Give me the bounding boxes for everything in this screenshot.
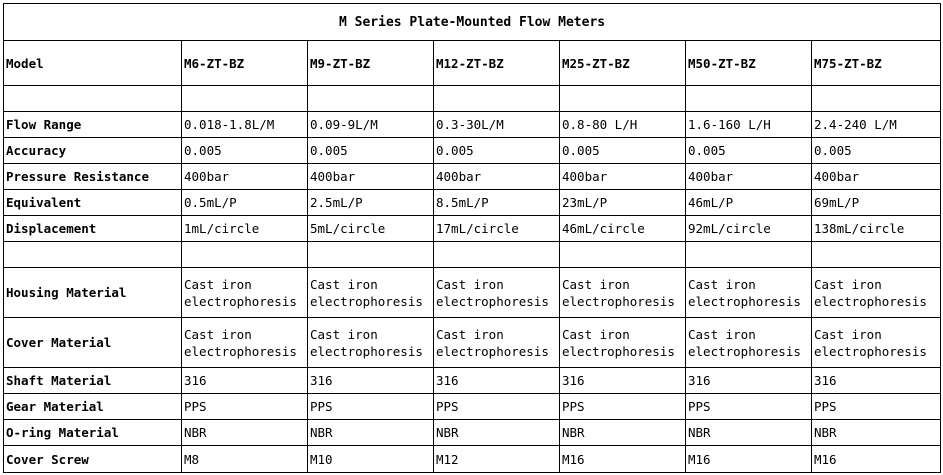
table-cell: Cast iron electrophoresis: [308, 318, 434, 368]
row-label: Shaft Material: [4, 368, 182, 394]
model-header-row: [4, 41, 941, 86]
spacer-row: [4, 86, 941, 112]
table-cell: PPS: [812, 394, 941, 420]
empty-cell: [182, 86, 308, 112]
table-cell: 8.5mL/P: [434, 190, 560, 216]
table-cell: NBR: [812, 420, 941, 446]
table-cell: Cast iron electrophoresis: [434, 318, 560, 368]
table-cell: 46mL/circle: [560, 216, 686, 242]
table-cell: PPS: [434, 394, 560, 420]
table-cell: NBR: [686, 420, 812, 446]
table-cell: M8: [182, 446, 308, 473]
spacer-row: [4, 242, 941, 268]
table-cell: 0.018-1.8L/M: [182, 112, 308, 138]
table-cell: M16: [686, 446, 812, 473]
table-cell: 316: [812, 368, 941, 394]
empty-cell: [434, 86, 560, 112]
table-cell: 0.005: [686, 138, 812, 164]
model-name: M9-ZT-BZ: [308, 41, 434, 86]
table-row: [4, 368, 941, 394]
table-cell: Cast iron electrophoresis: [812, 318, 941, 368]
table-cell: 400bar: [182, 164, 308, 190]
table-cell: Cast iron electrophoresis: [182, 268, 308, 318]
table-cell: 316: [560, 368, 686, 394]
table-row: [4, 216, 941, 242]
table-cell: 2.5mL/P: [308, 190, 434, 216]
table-cell: Cast iron electrophoresis: [560, 268, 686, 318]
model-name: M75-ZT-BZ: [812, 41, 941, 86]
empty-cell: [812, 86, 941, 112]
empty-cell: [686, 86, 812, 112]
row-label: Pressure Resistance: [4, 164, 182, 190]
table-cell: 400bar: [686, 164, 812, 190]
table-cell: 316: [686, 368, 812, 394]
table-cell: Cast iron electrophoresis: [560, 318, 686, 368]
table-cell: 0.005: [182, 138, 308, 164]
table-cell: NBR: [560, 420, 686, 446]
table-cell: Cast iron electrophoresis: [308, 268, 434, 318]
table-cell: M16: [560, 446, 686, 473]
table-cell: 69mL/P: [812, 190, 941, 216]
table-cell: 0.005: [812, 138, 941, 164]
table-row: [4, 394, 941, 420]
table-cell: 0.09-9L/M: [308, 112, 434, 138]
empty-cell: [560, 242, 686, 268]
table-cell: M16: [812, 446, 941, 473]
table-cell: NBR: [182, 420, 308, 446]
empty-cell: [812, 242, 941, 268]
table-cell: PPS: [560, 394, 686, 420]
model-name: M6-ZT-BZ: [182, 41, 308, 86]
empty-cell: [560, 86, 686, 112]
table-cell: 1.6-160 L/H: [686, 112, 812, 138]
table-row: [4, 318, 941, 368]
empty-cell: [686, 242, 812, 268]
table-cell: 316: [182, 368, 308, 394]
row-label: Housing Material: [4, 268, 182, 318]
table-cell: M10: [308, 446, 434, 473]
table-cell: 316: [308, 368, 434, 394]
table-cell: 0.5mL/P: [182, 190, 308, 216]
title-row: [4, 4, 941, 41]
table-cell: Cast iron electrophoresis: [686, 268, 812, 318]
table-cell: Cast iron electrophoresis: [812, 268, 941, 318]
table-cell: 316: [434, 368, 560, 394]
table-cell: 5mL/circle: [308, 216, 434, 242]
row-label: Gear Material: [4, 394, 182, 420]
table-cell: Cast iron electrophoresis: [434, 268, 560, 318]
row-label: Cover Material: [4, 318, 182, 368]
table-cell: 400bar: [812, 164, 941, 190]
row-label: O-ring Material: [4, 420, 182, 446]
empty-cell: [308, 86, 434, 112]
table-row: [4, 112, 941, 138]
table-cell: 400bar: [434, 164, 560, 190]
table-cell: 0.8-80 L/H: [560, 112, 686, 138]
model-name: M25-ZT-BZ: [560, 41, 686, 86]
table-cell: 17mL/circle: [434, 216, 560, 242]
table-cell: PPS: [182, 394, 308, 420]
table-row: [4, 138, 941, 164]
table-cell: M12: [434, 446, 560, 473]
table-cell: 23mL/P: [560, 190, 686, 216]
table-cell: 138mL/circle: [812, 216, 941, 242]
table-cell: 0.005: [434, 138, 560, 164]
table-cell: 46mL/P: [686, 190, 812, 216]
model-name: M50-ZT-BZ: [686, 41, 812, 86]
table-cell: Cast iron electrophoresis: [182, 318, 308, 368]
table-cell: 1mL/circle: [182, 216, 308, 242]
table-row: [4, 446, 941, 473]
empty-cell: [4, 242, 182, 268]
model-name: M12-ZT-BZ: [434, 41, 560, 86]
table-cell: NBR: [434, 420, 560, 446]
table-cell: PPS: [308, 394, 434, 420]
row-label: Cover Screw: [4, 446, 182, 473]
empty-cell: [4, 86, 182, 112]
row-label: Equivalent: [4, 190, 182, 216]
empty-cell: [308, 242, 434, 268]
row-label: Flow Range: [4, 112, 182, 138]
table-cell: 400bar: [308, 164, 434, 190]
empty-cell: [182, 242, 308, 268]
table-cell: Cast iron electrophoresis: [686, 318, 812, 368]
table-cell: 2.4-240 L/M: [812, 112, 941, 138]
row-label: Accuracy: [4, 138, 182, 164]
table-cell: 0.005: [308, 138, 434, 164]
table-row: [4, 268, 941, 318]
table-row: [4, 164, 941, 190]
table-cell: PPS: [686, 394, 812, 420]
table-title: M Series Plate-Mounted Flow Meters: [4, 4, 941, 41]
table-cell: 0.005: [560, 138, 686, 164]
spec-table: [3, 3, 941, 473]
table-cell: 92mL/circle: [686, 216, 812, 242]
model-label: Model: [4, 41, 182, 86]
table-row: [4, 420, 941, 446]
table-cell: 0.3-30L/M: [434, 112, 560, 138]
table-cell: 400bar: [560, 164, 686, 190]
row-label: Displacement: [4, 216, 182, 242]
table-row: [4, 190, 941, 216]
empty-cell: [434, 242, 560, 268]
table-cell: NBR: [308, 420, 434, 446]
